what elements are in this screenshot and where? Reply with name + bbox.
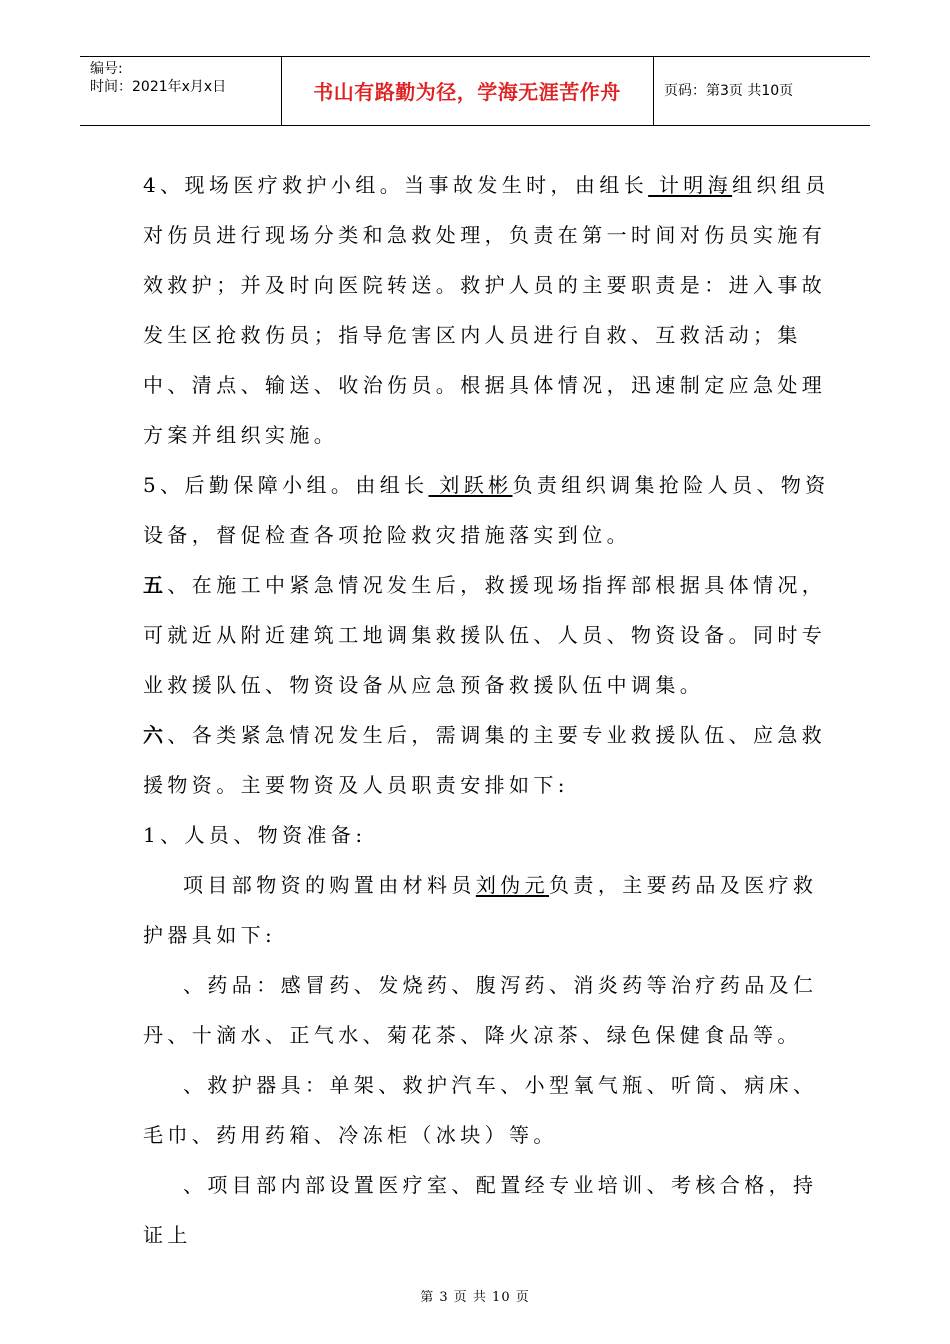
section-number: 六 — [143, 723, 168, 747]
text: 负责组织调集抢险人员、物资设备，督促检查各项抢险救灾措施落实到位。 — [143, 473, 830, 547]
paragraph-section-five — [143, 560, 833, 710]
document-number-label: 编号: — [90, 61, 123, 77]
paragraph-medicines: 、药品：感冒药、发烧药、腹泻药、消炎药等治疗药品及仁丹、十滴水、正气水、菊花茶、降火凉茶、绿色保健食品等。 — [143, 973, 818, 1047]
text: 4、现场医疗救护小组。当事故发生时，由组长 — [143, 173, 649, 197]
leader-name: 刘跃彬 — [428, 473, 513, 497]
document-header — [80, 56, 870, 126]
paragraph-logistics-team — [143, 460, 833, 560]
text: 5、后勤保障小组。由组长 — [143, 473, 429, 497]
header-motto: 书山有路勤为径，学海无涯苦作舟 — [313, 80, 621, 104]
document-body — [143, 160, 833, 1260]
header-info-cell — [80, 57, 282, 125]
staff-name: 刘伪元 — [475, 873, 550, 897]
paragraph-medical-team — [143, 160, 833, 460]
paragraph-medical-room: 、项目部内部设置医疗室、配置经专业培训、考核合格，持证上 — [143, 1173, 818, 1247]
paragraph-preparation-heading: 1、人员、物资准备: — [143, 823, 367, 847]
paragraph-purchasing — [143, 860, 833, 960]
text: 项目部物资的购置由材料员 — [183, 873, 476, 897]
header-motto-cell — [281, 57, 654, 125]
document-date: 时间：2021年x月x日 — [90, 79, 227, 95]
text: 、各类紧急情况发生后，需调集的主要专业救援队伍、应急救援物资。主要物资及人员职责安排如下: — [143, 723, 827, 797]
text: 组织组员对伤员进行现场分类和急救处理，负责在第一时间对伤员实施有效救护；并及时向医院转送。救护人员的主要职责是：进入事故发生区抢救伤员；指导危害区内人员进行自救、互救活动；集中、清点、输送、收治伤员。根据具体情况，迅速制定应急处理方案并组织实施。 — [143, 173, 830, 447]
paragraph-section-six — [143, 710, 833, 810]
leader-name: 计明海 — [648, 173, 733, 197]
text: 、在施工中紧急情况发生后，救援现场指挥部根据具体情况，可就近从附近建筑工地调集救援队伍、人员、物资设备。同时专业救援队伍、物资设备从应急预备救援队伍中调集。 — [143, 573, 827, 697]
header-page-code: 页码：第3页 共10页 — [664, 83, 794, 99]
text: 负责，主要药品及医疗救护器具如下: — [143, 873, 818, 947]
paragraph-equipment: 、救护器具：单架、救护汽车、小型氧气瓶、听筒、病床、毛巾、药用药箱、冷冻柜（冰块）等。 — [143, 1073, 818, 1147]
header-page-cell — [654, 57, 870, 125]
page-footer: 第 3 页 共 10 页 — [420, 1290, 530, 1305]
section-number: 五 — [143, 573, 168, 597]
